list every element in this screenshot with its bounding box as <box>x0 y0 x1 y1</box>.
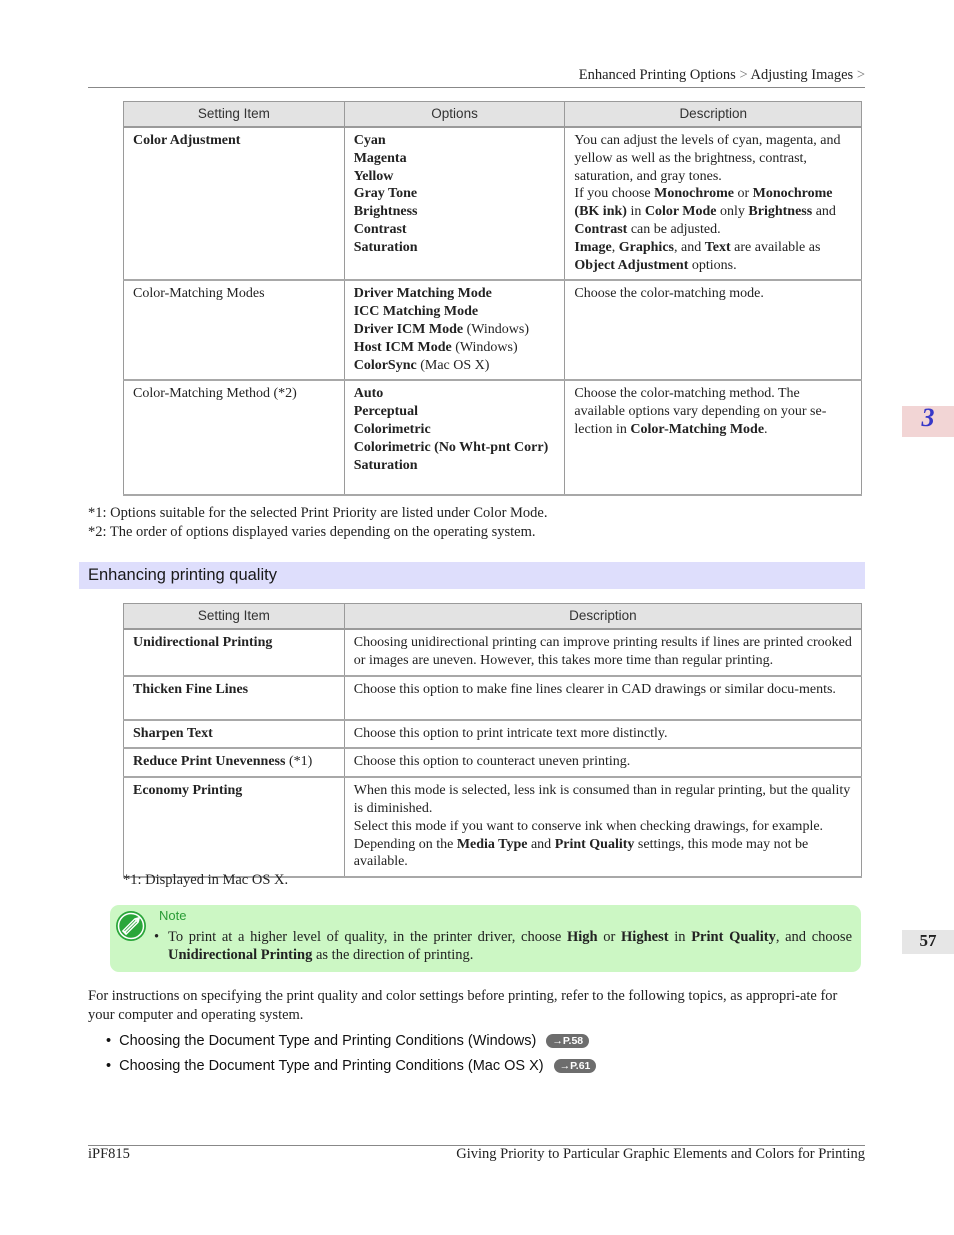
print-quality-table <box>123 603 862 878</box>
table-header-row <box>124 604 862 630</box>
description-text: When this mode is selected, less ink is consumed than in regular printing, but the quality is diminished. <box>353 783 851 816</box>
topic-link[interactable]: Choosing the Document Type and Printing Conditions (Mac OS X) <box>119 1058 544 1074</box>
breadcrumb <box>579 67 865 84</box>
description-text: Select this mode if you want to conserve ink when checking drawings, for example. <box>353 818 824 834</box>
footer-section-title: Giving Priority to Particular Graphic Elements and Colors for Printing <box>456 1146 865 1162</box>
note-text: • To print at a higher level of quality, in the printer driver, choose High or Highest in Print Quality, and choose Unidirectional Printing as the direction of printing. <box>154 929 853 963</box>
column-header: Setting Item <box>124 604 345 630</box>
options-cell <box>344 380 565 495</box>
option-item: Saturation <box>353 239 418 255</box>
option-item: Colorimetric <box>353 421 431 437</box>
option-item: Host ICM Mode (Windows) <box>353 339 518 355</box>
option-item: Perceptual <box>353 404 418 420</box>
setting-cell <box>124 127 345 280</box>
bullet: • <box>154 929 160 945</box>
footnote: *1: Options suitable for the selected Print Priority are listed under Color Mode. <box>88 505 548 521</box>
table-row <box>124 676 862 720</box>
option-item: Brightness <box>353 204 418 220</box>
setting-cell: Sharpen Text <box>124 720 345 749</box>
table-row <box>124 720 862 749</box>
option-item: ICC Matching Mode <box>353 304 479 320</box>
option-item: Saturation <box>353 457 418 473</box>
setting-name: Color Adjustment <box>133 133 241 148</box>
table-row <box>124 629 862 676</box>
setting-cell: Economy Printing <box>124 777 345 877</box>
topic-link[interactable]: Choosing the Document Type and Printing Conditions (Windows) <box>119 1033 537 1049</box>
column-header: Description <box>344 604 861 630</box>
description-cell: Choose this option to print intricate text more distinctly. <box>344 720 861 749</box>
description-text: Depending on the Media Type and Print Quality settings, this mode may not be available. <box>353 836 809 870</box>
option-item: Cyan <box>353 133 386 148</box>
setting-cell: Color-Matching Method (*2) <box>124 380 345 495</box>
list-item <box>106 1033 589 1049</box>
color-settings-table <box>123 101 862 496</box>
setting-cell: Unidirectional Printing <box>124 629 345 676</box>
table-row <box>124 777 862 877</box>
option-item: Magenta <box>353 150 407 166</box>
footnote: *2: The order of options displayed varies depending on the operating system. <box>88 524 536 540</box>
setting-cell: Reduce Print Unevenness (*1) <box>124 748 345 777</box>
bullet: • <box>106 1058 112 1074</box>
breadcrumb-separator: > <box>856 67 865 83</box>
option-item: Driver ICM Mode (Windows) <box>353 321 530 337</box>
description-cell: Choose this option to make fine lines clearer in CAD drawings or similar docu-ments. <box>344 676 861 720</box>
footer-model: iPF815 <box>88 1146 130 1162</box>
description-cell: Choose this option to counteract uneven printing. <box>344 748 861 777</box>
option-item: Colorimetric (No Wht-pnt Corr) <box>353 439 549 455</box>
section-title: Enhancing printing quality <box>88 566 277 584</box>
page-reference-link[interactable]: →P.61 <box>554 1059 597 1073</box>
header-divider <box>88 87 865 88</box>
options-cell <box>344 127 565 280</box>
description-cell: Choosing unidirectional printing can improve printing results if lines are printed crooked or images are uneven. However, this takes more time than regular printing. <box>344 629 861 676</box>
description-text: If you choose Monochrome or Monochrome (BK ink) in Color Mode only Brightness and Contrast can be adjusted. <box>574 186 836 237</box>
page-number: 57 <box>919 931 937 950</box>
column-header: Description <box>565 102 862 128</box>
description-text: You can adjust the levels of cyan, magenta, and yellow as well as the brightness, contrast, saturation, and gray tones. <box>574 133 841 184</box>
list-item <box>106 1058 596 1074</box>
setting-cell: Color-Matching Modes <box>124 280 345 380</box>
options-cell <box>344 280 565 380</box>
description-cell: Choose the color-matching mode. <box>565 280 862 380</box>
column-header: Setting Item <box>124 102 345 128</box>
column-header: Options <box>344 102 565 128</box>
breadcrumb-item[interactable]: Adjusting Images <box>750 67 854 83</box>
description-cell <box>565 127 862 280</box>
chapter-number: 3 <box>921 403 935 432</box>
option-item: Auto <box>353 386 384 402</box>
page-reference-link[interactable]: →P.58 <box>546 1034 589 1048</box>
table-row <box>124 380 862 495</box>
body-paragraph: For instructions on specifying the print quality and color settings before printing, refer to the following topics, as appropri-ate for your computer and operating system. <box>88 988 838 1023</box>
bullet: • <box>106 1033 112 1049</box>
option-item: Gray Tone <box>353 186 418 202</box>
pencil-icon <box>115 910 147 942</box>
setting-cell: Thicken Fine Lines <box>124 676 345 720</box>
table-row <box>124 280 862 380</box>
option-item: Contrast <box>353 221 407 237</box>
note-label: Note <box>159 908 187 923</box>
option-item: ColorSync (Mac OS X) <box>353 357 490 373</box>
option-item: Yellow <box>353 168 394 184</box>
breadcrumb-separator: > <box>739 67 748 83</box>
option-item: Driver Matching Mode <box>353 286 492 302</box>
description-text: Image, Graphics, and Text are available as Object Adjustment options. <box>574 239 821 273</box>
footnote: *1: Displayed in Mac OS X. <box>123 872 289 888</box>
table-header-row <box>124 102 862 128</box>
description-cell: Choose the color-matching method. The available options vary depending on your se-lection in Color-Matching Mode. <box>565 380 862 495</box>
breadcrumb-item[interactable]: Enhanced Printing Options <box>578 67 736 83</box>
table-row <box>124 748 862 777</box>
description-cell <box>344 777 861 877</box>
table-row <box>124 127 862 280</box>
